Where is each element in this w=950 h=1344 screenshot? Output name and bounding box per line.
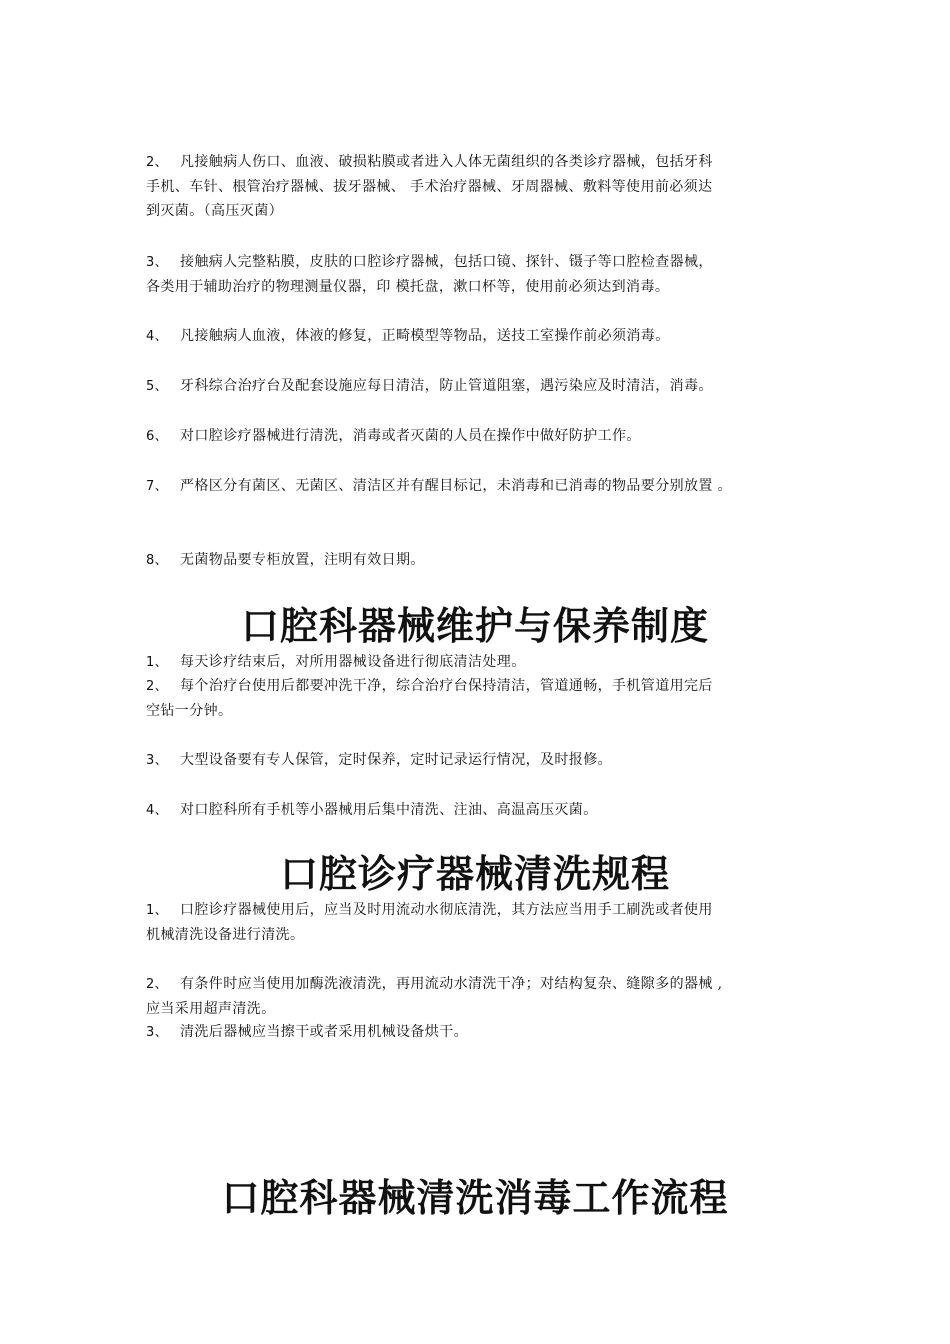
list-item: 7、 严格区分有菌区、无菌区、清洁区并有醒目标记，未消毒和已消毒的物品要分别放置 。	[146, 478, 733, 494]
list-item: 3、 大型设备要有专人保管，定时保养，定时记录运行情况，及时报修。	[146, 752, 612, 768]
list-item: 2、 有条件时应当使用加酶洗液清洗，再用流动水清洗干净；对结构复杂、缝隙多的器械 , 应当采用超声清洗。	[146, 976, 723, 1017]
section-title: 口腔科器械清洗消毒工作流程	[221, 1175, 729, 1220]
list-item: 8、 无菌物品要专柜放置，注明有效日期。	[146, 552, 425, 568]
list-item: 6、 对口腔诊疗器械进行清洗，消毒或者灭菌的人员在操作中做好防护工作。	[146, 428, 641, 444]
section-title: 口腔科器械维护与保养制度	[240, 603, 709, 648]
list-item: 3、 接触病人完整粘膜，皮肤的口腔诊疗器械，包括口镜、探针、镊子等口腔检查器械， 各类用于辅助治疗的物理测量仪器，印 模托盘，漱口杯等，使用前必须达到消毒。	[146, 254, 713, 295]
list-item: 1、 口腔诊疗器械使用后，应当及时用流动水彻底清洗，其方法应当用手工刷洗或者使用 机械清洗设备进行清洗。	[146, 902, 713, 943]
list-item: 4、 对口腔科所有手机等小器械用后集中清洗、注油、高温高压灭菌。	[146, 802, 598, 818]
list-item: 5、 牙科综合治疗台及配套设施应每日清洁，防止管道阻塞，遇污染应及时清洁，消毒。	[146, 378, 713, 394]
list-item: 4、 凡接触病人血液，体液的修复，正畸模型等物品，送技工室操作前必须消毒。	[146, 328, 670, 344]
section-title: 口腔诊疗器械清洗规程	[279, 851, 670, 896]
list-item: 3、 清洗后器械应当擦干或者采用机械设备烘干。	[146, 1024, 468, 1040]
list-item: 2、 每个治疗台使用后都要冲洗干净，综合治疗台保持清洁，管道通畅，手机管道用完后 空钻一分钟。	[146, 678, 713, 719]
list-item: 1、 每天诊疗结束后，对所用器械设备进行彻底清洁处理。	[146, 654, 526, 670]
list-item: 2、 凡接触病人伤口、血液、破损粘膜或者进入人体无菌组织的各类诊疗器械，包括牙科 手机、车针、根管治疗器械、拔牙器械、 手术治疗器械、牙周器械、敷料等使用前必须达 到灭菌。（高压灭菌）	[146, 154, 713, 219]
